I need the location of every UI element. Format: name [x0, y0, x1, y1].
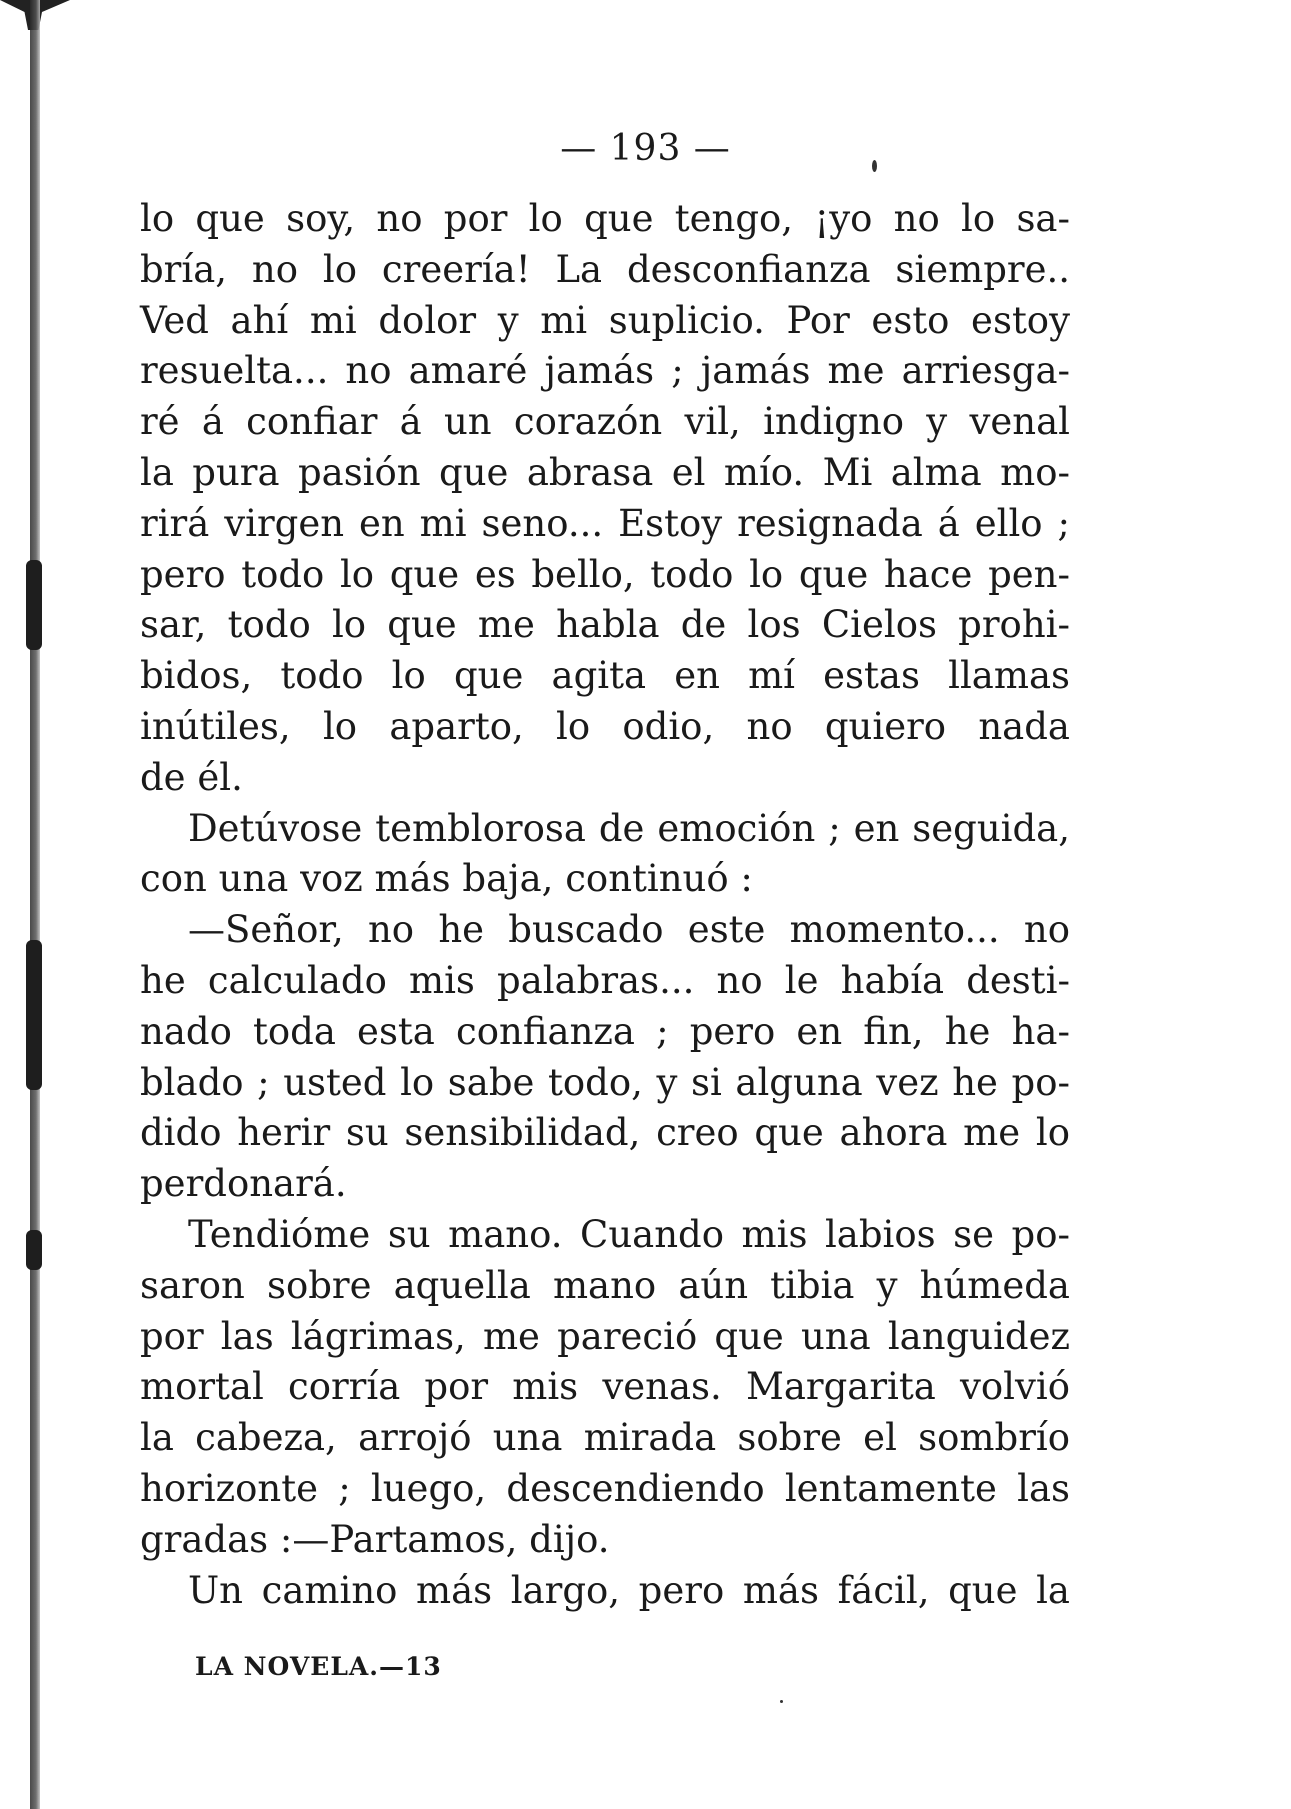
binding-blot — [26, 560, 42, 650]
text-line: ré á confiar á un corazón vil, indigno y venal — [140, 400, 1070, 444]
text-line: dido herir su sensibilidad, creo que ahora me lo — [140, 1111, 1070, 1155]
text-line: pero todo lo que es bello, todo lo que hace pen- — [140, 552, 1070, 596]
ink-speck — [780, 1700, 783, 1703]
text-line: bría, no lo creería! La desconfianza siempre.. — [140, 247, 1070, 291]
text-line: perdonará. — [140, 1162, 347, 1206]
text-line: Tendióme su mano. Cuando mis labios se po- — [188, 1212, 1070, 1256]
text-line: lo que soy, no por lo que tengo, ¡yo no lo sa- — [140, 197, 1070, 240]
text-line: de él. — [140, 755, 243, 799]
text-line: rirá virgen en mi seno... Estoy resignada á ello ; — [140, 501, 1070, 545]
page-binding-edge — [30, 0, 40, 1809]
binding-blot — [26, 1230, 42, 1270]
text-line: Detúvose temblorosa de emoción ; en seguida, — [188, 806, 1070, 850]
text-line: Un camino más largo, pero más fácil, que la — [188, 1568, 1070, 1612]
text-line: con una voz más baja, continuó : — [140, 857, 753, 901]
text-line: blado ; usted lo sabe todo, y si alguna vez he po- — [140, 1060, 1070, 1104]
text-line: horizonte ; luego, descendiendo lentamente las — [140, 1466, 1070, 1510]
text-line: bidos, todo lo que agita en mí estas llamas — [140, 654, 1070, 698]
text-line: Ved ahí mi dolor y mi suplicio. Por esto estoy — [140, 298, 1070, 342]
text-line: —Señor, no he buscado este momento... no — [188, 908, 1070, 952]
text-line: nado toda esta confianza ; pero en fin, he ha- — [140, 1009, 1070, 1053]
text-line: sar, todo lo que me habla de los Cielos prohi- — [140, 603, 1070, 647]
ink-speck — [872, 160, 877, 172]
text-line: mortal corría por mis venas. Margarita volvió — [140, 1365, 1070, 1409]
text-line: resuelta... no amaré jamás ; jamás me arriesga- — [140, 349, 1070, 393]
page-number: — 193 — — [560, 128, 731, 169]
binding-blot — [26, 940, 42, 1090]
text-line: saron sobre aquella mano aún tibia y húmeda — [140, 1263, 1070, 1307]
text-line: por las lágrimas, me pareció que una languidez — [140, 1314, 1070, 1358]
text-line: he calculado mis palabras... no le había desti- — [140, 958, 1070, 1002]
text-line: la pura pasión que abrasa el mío. Mi alma mo- — [140, 450, 1070, 494]
signature-footer: LA NOVELA.—13 — [195, 1652, 442, 1681]
text-line: gradas :—Partamos, dijo. — [140, 1517, 610, 1561]
body-text — [140, 194, 1070, 1616]
text-line: inútiles, lo aparto, lo odio, no quiero nada — [140, 704, 1070, 748]
text-line: la cabeza, arrojó una mirada sobre el sombrío — [140, 1416, 1070, 1460]
